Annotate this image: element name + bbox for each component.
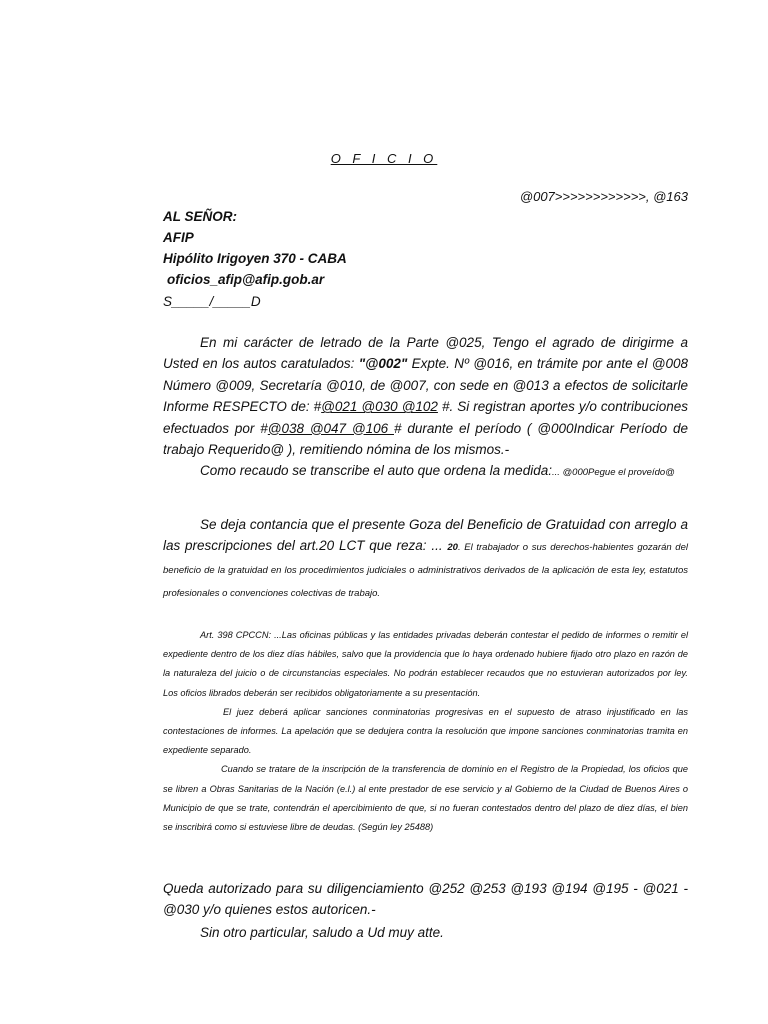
paragraph-request: [163, 332, 688, 460]
gratuidad-art-number: 20: [447, 542, 458, 554]
request-text-1: En mi carácter de letrado de la Parte @025, Tengo el agrado de dirigirme a Usted en los autos caratulados:: [163, 335, 688, 372]
legal-paragraph-3: Cuando se tratare de la inscripción de la transferencia de dominio en el Registro de la Propiedad, los oficios que se libren a Obras Sanitarias de la Nación (e.l.) al ente prestador de ese servicio y al Gobierno de la Ciudad de Buenos Aires o Municipio de que se trate, contendrán el apercibimiento de que, si no fueran contestados dentro del plazo de diez días, el bien se inscribirá como si estuviese libre de deudas. (Según ley 25488): [163, 764, 688, 833]
request-text-2: Expte. Nº @016, en trámite por ante el @008 Número @009, Secretaría @010, de @007, con sede en @013 a efectos de solicitarle Informe RESPECTO de: #: [163, 356, 688, 415]
authorization-paragraph: Queda autorizado para su diligenciamiento @252 @253 @193 @194 @195 - @021 - @030 y/o quienes estos autoricen.-: [163, 881, 688, 918]
date-line: @007>>>>>>>>>>>>, @163: [519, 189, 688, 204]
gratuidad-small: . El trabajador o sus derechos-habientes gozarán del beneficio de la gratuidad en los procedimientos judiciales o administrativos derivados de la aplicación de esta ley, estatutos profesionales o convenciones colectivas de trabajo.: [163, 542, 688, 600]
recipient-greeting: AL SEÑOR:: [163, 209, 238, 224]
document-title: O F I C I O: [330, 151, 438, 166]
paragraph-gratuidad: [163, 514, 688, 604]
request-text-4: # durante el período ( @000Indicar Período de trabajo Requerido@ ), remitiendo nómina de los mismos.-: [163, 420, 688, 458]
legal-paragraph-1: Art. 398 CPCCN: ...Las oficinas públicas y las entidades privadas deberán contestar el pedido de informes o remitir el expediente dentro de los diez días hábiles, salvo que la providencia que lo haya ordenado hubiere fijado otro plazo en razón de la naturaleza del juicio o de circunstancias especiales. No podrán establecer recaudos que no estuvieran autorizados por ley. Los oficios librados deberán ser recibidos obligatoriamente a su presentación.: [163, 630, 688, 698]
request-underlined-2: @038 @047 @106: [267, 420, 394, 436]
gratuidad-text: Se deja contancia que el presente Goza del Beneficio de Gratuidad con arreglo a las prescripciones del art.20 LCT que reza: ...: [163, 517, 688, 554]
legal-citation: [163, 626, 688, 837]
recipient-sd: S_____/_____D: [163, 294, 261, 309]
recipient-name: AFIP: [163, 230, 194, 245]
request-text-3: #. Si registran aportes y/o contribuciones efectuados por #: [163, 399, 688, 436]
caratula: "@002": [358, 356, 408, 372]
recipient-email: oficios_afip@afip.gob.ar: [167, 272, 325, 287]
closing-paragraph: [163, 922, 688, 943]
paragraph-recaudo: [163, 460, 688, 483]
closing-text: Sin otro particular, saludo a Ud muy atte.: [200, 925, 444, 940]
recaudo-text: Como recaudo se transcribe el auto que ordena la medida:: [200, 463, 552, 478]
recaudo-small: ... @000Pegue el proveído@: [551, 467, 675, 478]
legal-paragraph-2: El juez deberá aplicar sanciones conminatorias progresivas en el supuesto de atraso injustificado en las contestaciones de informes. La apelación que se dedujera contra la resolución que impone sanciones conminatorias tramita en expediente separado.: [163, 706, 688, 756]
request-underlined-1: @021 @030 @102: [321, 399, 438, 415]
recipient-address: Hipólito Irigoyen 370 - CABA: [163, 251, 347, 266]
